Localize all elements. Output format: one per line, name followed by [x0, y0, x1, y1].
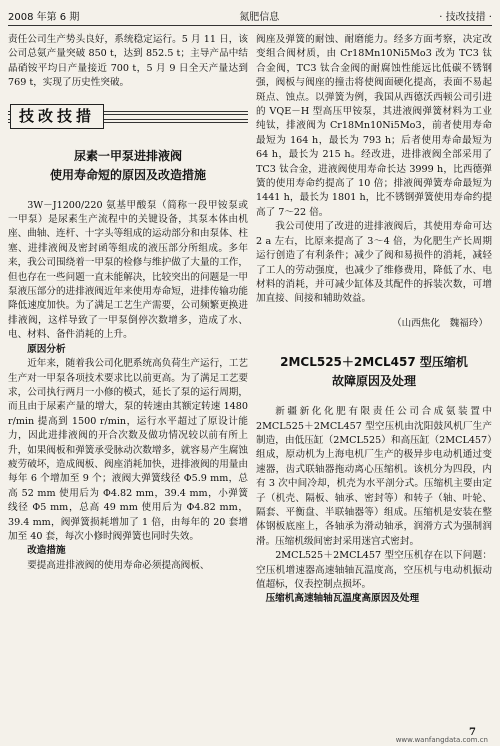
paragraph: 阀座及弹簧的耐蚀、耐磨能力。经多方面考察，决定改变组合阀材质，由 Cr18Mn10Ni5Mo3 改为 TC3 钛合金阀，TC3 钛合金阀的耐腐蚀性能远比低碳不锈钢强，阀板与阀座的撞击将使阀面硬化提高，表面不易起斑点、蚀点。以弹簧为例，我国从西德沃西顿公司引进的 VQE－H 型高压甲铵泵，其进液阀弹簧材料为工业纯钛，排液阀为 Cr18Mn10Ni5Mo3，前者使用寿命最短为 164 h，最长为 793 h；后者使用寿命最短为 64 h，最长为 215 h。经改进，进排液阀全部采用了 TC3 钛合金，进液阀使用寿命长达 3999 h，比西德弹簧的使用寿命约提高了 10 倍；排液阀弹簧寿命最短为 1441 h，最长为 1801 h，比不锈钢弹簧使用寿命约提高了 7～22 倍。	[256, 34, 492, 218]
paragraph: 近年来，随着我公司化肥系统高负荷生产运行，工艺生产对一甲泵各项技术要求比以前更高。为了满足工艺要求，公司执行两月一小修的模式，延长了泵的运行周期，而且由于尿素产量的增大，泵的转速由其额定转速 1480 r/min 提高到 1500 r/min，运行水平超过了原设计能力，因此进排液阀的开合次数及做功情况较以前有所上升，如果阀板和弹簧承受脉动次数增多，就容易产生腐蚀疲劳破坏，造成阀板、阀座消耗加快，进排液阀的用量由每年 6 个增加至 9 个；液阀大弹簧线径 Φ5.9 mm，总高 52 mm 使用后为 Φ4.82 mm，39.4 mm，小弹簧线径 Φ5 mm，总高 49 mm 使用后为 Φ4.82 mm，39.4 mm，阀弹簧损耗增加了 1 倍，由每年的 20 套增加至 40 套，每次小修时阀弹簧也同时失效。	[8, 358, 248, 542]
paragraph: 2MCL525＋2MCL457 型空压机存在以下问题：空压机增速器高速轴轴瓦温度高，空压机与电动机振动值超标，仪表控制点损坏。	[256, 550, 492, 590]
header-rule	[8, 25, 492, 26]
watermark: www.wanfangdata.com.cn	[395, 736, 488, 744]
page-header	[8, 6, 492, 24]
paragraph: 责任公司生产势头良好，系统稳定运行。5 月 11 日，该公司总氨产量突破 850 t，达到 852.5 t；主导产品中结晶硝铵平均日产量接近 700 t，5 月 9 日全天产量达到 769 t，实现了历史性突破。	[8, 34, 248, 89]
page-number: 7	[469, 727, 476, 738]
left-column	[8, 33, 248, 573]
title-line: 使用寿命短的原因及改造措施	[49, 167, 206, 182]
journal-name: 氮肥信息	[239, 11, 280, 23]
journal-issue: 2008 年第 6 期	[8, 11, 80, 23]
subheading: 改造措施	[27, 545, 66, 557]
subheading: 原因分析	[27, 343, 66, 355]
right-column	[256, 33, 492, 607]
paragraph: 新疆新化化肥有限责任公司合成氨装置中 2MCL525＋2MCL457 型空压机由沈阳鼓风机厂生产制造，由低压缸（2MCL525）和高压缸（2MCL457）组成，原动机为上海电机厂生产的极异步电动机通过变速器，齿式联轴器拖动离心压缩机。该机分为四段，内有 3 次中间冷却，机壳为水平剖分式。压缩机主要由定子（机壳、隔板、轴承、密封等）和转子（轴、叶轮、隔套、平衡盘、半联轴器等）组成。压缩机是安装在整体钢板底座上，各轴承为滑动轴承，润滑方式为强制润滑。压缩机级间密封采用迷宫式密封。	[256, 406, 492, 547]
title-line: 故障原因及处理	[331, 374, 416, 389]
paragraph: 要提高进排液阀的使用寿命必须提高阀板、	[27, 559, 210, 571]
title-line: 2MCL525＋2MCL457 型压缩机	[280, 355, 468, 370]
article-title	[8, 147, 248, 185]
title-line: 尿素一甲泵进排液阀	[73, 148, 182, 163]
paragraph: 3W－J1200/220 氨基甲酸泵（简称一段甲铵泵或一甲泵）是尿素生产流程中的关键设备，其泵本体由机座、曲轴、连杆、十字头等组成的运动部分和由泵体、柱塞、进排液阀及密封函等组成的液压部分所组成。多年来，我公司围绕着一甲泵的检修与维护做了大量的工作，但也存在一些问题一直未能解决，比较突出的问题是一甲泵液压部分的进排液阀近年来使用寿命短，进排传输功能降低速度加快。为了满足工艺生产需要，公司频繁更换进排液阀，这样导致了一甲泵倒停次数增多，造成了水、电、材料、备件消耗的上升。	[8, 199, 248, 341]
author-signature: （山西焦化 魏福玲）	[392, 317, 488, 329]
section-banner	[8, 97, 248, 137]
paragraph: 我公司使用了改进的进排液阀后，其使用寿命可达 2 a 左右，比原来提高了 3～4 倍，为化肥生产长周期运行创造了有利条件；减少了阀和易损件的消耗，减轻了工人的劳动强度，也减少了维修费用，降低了水、电材料的消耗，并可减少缸体及其配件的拆装次数，可增加直接、间接和辅助效益。	[256, 221, 492, 305]
section-tag: · 技改技措 ·	[439, 11, 492, 23]
subheading: 压缩机高速轴轴瓦温度高原因及处理	[265, 593, 420, 605]
banner-label: 技改技措	[10, 104, 104, 128]
article-title	[256, 353, 492, 391]
